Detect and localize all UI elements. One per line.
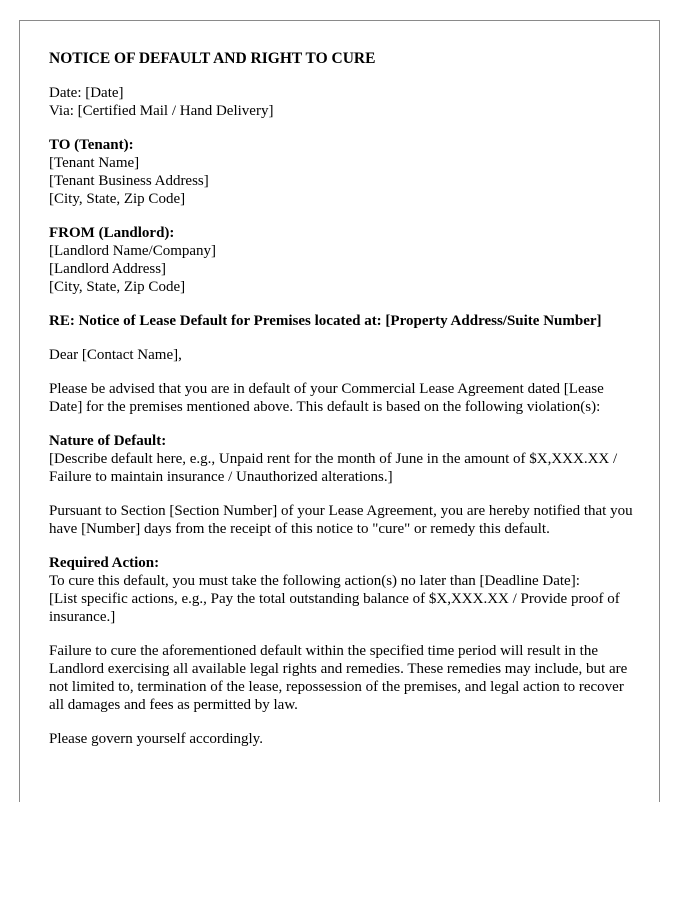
- salutation: Dear [Contact Name],: [49, 347, 182, 363]
- required-line-2: [List specific actions, e.g., Pay the total outstanding balance of $X,XXX.XX / Provide proof of insurance.]: [49, 591, 620, 625]
- re-line: RE: Notice of Lease Default for Premises located at: [Property Address/Suite Number]: [49, 313, 602, 329]
- required-block: [49, 554, 634, 626]
- to-heading: TO (Tenant):: [49, 137, 134, 153]
- nature-heading: Nature of Default:: [49, 433, 167, 449]
- failure-paragraph: Failure to cure the aforementioned default within the specified time period will result in the Landlord exercising all available legal rights and remedies. These remedies may include, but are not limited to, termination of the lease, repossession of the premises, and legal action to recover all damages and fees as permitted by law.: [49, 643, 628, 713]
- via-line: Via: [Certified Mail / Hand Delivery]: [49, 103, 274, 119]
- landlord-name: [Landlord Name/Company]: [49, 243, 217, 259]
- intro-paragraph: Please be advised that you are in default of your Commercial Lease Agreement dated [Lease Date] for the premises mentioned above. This default is based on the following violation(s):: [49, 381, 604, 415]
- landlord-address: [Landlord Address]: [49, 261, 167, 277]
- required-heading: Required Action:: [49, 555, 160, 571]
- closing-line: Please govern yourself accordingly.: [49, 731, 263, 747]
- document-title: NOTICE OF DEFAULT AND RIGHT TO CURE: [49, 50, 376, 67]
- required-line-1: To cure this default, you must take the following action(s) no later than [Deadline Date]:: [49, 573, 580, 589]
- document-body: [49, 50, 634, 764]
- tenant-address: [Tenant Business Address]: [49, 173, 209, 189]
- from-block: [49, 224, 634, 296]
- nature-block: [49, 432, 634, 486]
- document-page: [19, 20, 660, 802]
- tenant-city: [City, State, Zip Code]: [49, 191, 186, 207]
- tenant-name: [Tenant Name]: [49, 155, 140, 171]
- pursuant-paragraph: Pursuant to Section [Section Number] of your Lease Agreement, you are hereby notified that you have [Number] days from the receipt of this notice to "cure" or remedy this default.: [49, 503, 633, 537]
- to-block: [49, 136, 634, 208]
- header-block: [49, 84, 634, 120]
- landlord-city: [City, State, Zip Code]: [49, 279, 186, 295]
- from-heading: FROM (Landlord):: [49, 225, 175, 241]
- nature-text: [Describe default here, e.g., Unpaid rent for the month of June in the amount of $X,XXX.XX / Failure to maintain insurance / Unauthorized alterations.]: [49, 451, 618, 485]
- date-line: Date: [Date]: [49, 85, 124, 101]
